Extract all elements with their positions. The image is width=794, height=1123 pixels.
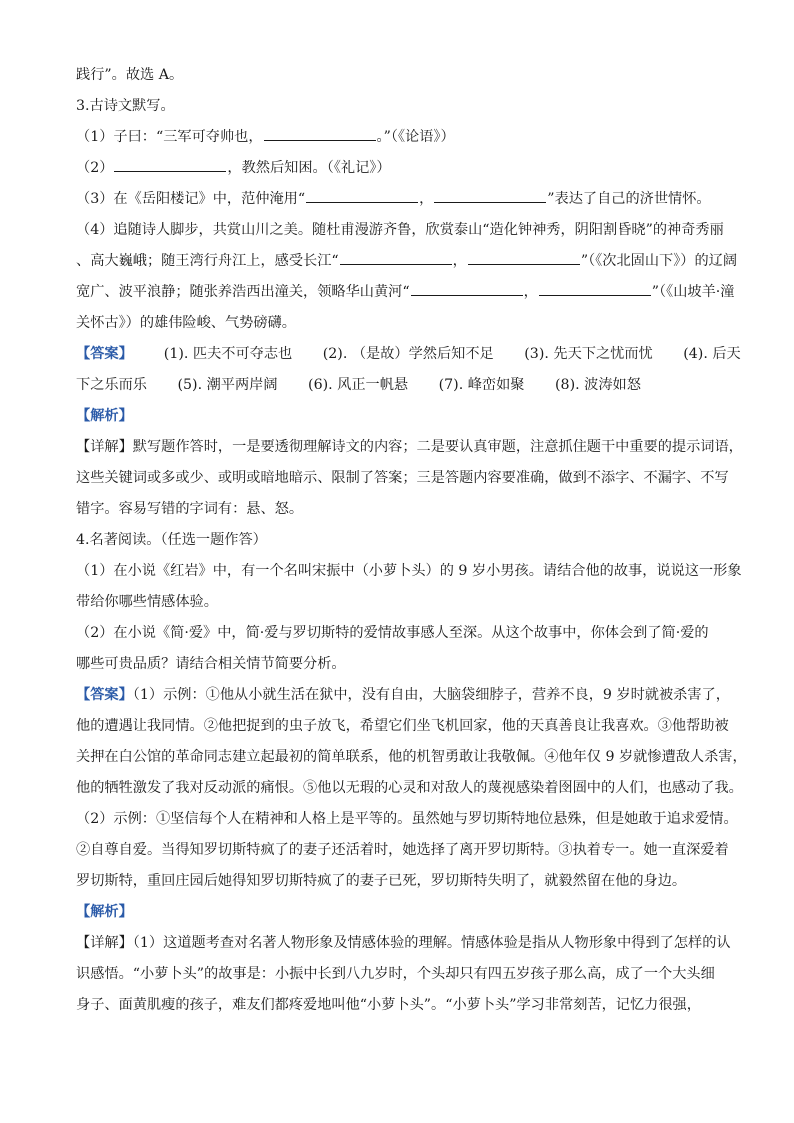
question-3-4-line: 宽广、波平浪静；随张养浩西出潼关，领略华山黄河“ ， ”（《山坡羊·潼	[76, 277, 718, 308]
analysis-4-line: 身子、面黄肌瘦的孩子，难友们都疼爱地叫他“小萝卜头”。“小萝卜头”学习非常刻苦，记忆力很强，	[76, 997, 701, 1013]
question-3-4-line: 关怀古》）的雄伟险峻、气势磅礴。	[76, 315, 296, 331]
answer-item: (1). 匹夫不可夺志也	[163, 346, 293, 362]
answer-item: (3). 先天下之忧而忧	[524, 346, 653, 362]
answer-tag: 【答案】	[76, 346, 133, 362]
question-3-title: 3.古诗文默写。	[76, 98, 175, 114]
question-4-title: 4.名著阅读。（任选一题作答）	[76, 532, 267, 548]
question-3-3: （3）在《岳阳楼记》中，范仲淹用“ ， ”表达了自己的济世情怀。	[76, 184, 718, 215]
analysis-4-line: 识感悟。“小萝卜头”的故事是：小振中长到八九岁时，个头却只有四五岁孩子那么高，成了一个大头细	[76, 966, 715, 982]
analysis-4-tag-line	[76, 897, 718, 928]
analysis-3-line: 错字。容易写错的字词有：悬、怒。	[76, 501, 304, 517]
answer-4-line: 关押在白公馆的革命同志建立起最初的简单联系，他的机智勇敢让我敬佩。④他年仅 9 岁就惨遭敌人杀害，	[76, 749, 747, 765]
answer-3-line	[76, 370, 718, 401]
answer-4-line: （2）示例：①坚信每个人在精神和人格上是平等的。虽然她与罗切斯特地位悬殊，但是她敢于追求爱情。	[76, 811, 738, 827]
fill-blank	[114, 157, 226, 172]
analysis-3-line: 【详解】默写题作答时，一是要透彻理解诗文的内容；二是要认真审题，注意抓住题干中重要的提示词语，	[76, 439, 743, 455]
answer-item: (8). 波涛如怒	[555, 377, 641, 393]
fill-blank	[264, 126, 376, 141]
question-3-4-line: 、高大巍峨；随王湾行舟江上，感受长江“ ， ”（《次北固山下》）的辽阔	[76, 246, 718, 277]
answer-tag: 【答案】	[76, 687, 133, 703]
question-3-1: （1）子曰：“三军可夺帅也， 。”（《论语》）	[76, 122, 718, 153]
fill-blank	[340, 250, 452, 265]
fill-blank	[411, 281, 523, 296]
answer-3-line	[76, 339, 741, 370]
detail-tag: 【详解】	[76, 439, 133, 455]
question-3-2: （2） ，教然后知困。（《礼记》）	[76, 153, 718, 184]
answer-4-line: 他的牺牲激发了我对反动派的痛恨。⑤他以无瑕的心灵和对敌人的蔑视感染着囹圄中的人们，也感动了我。	[76, 780, 743, 796]
answer-item: 下之乐而乐	[76, 377, 147, 393]
analysis-tag: 【解析】	[76, 408, 133, 424]
text-line: 践行”。故选 A。	[76, 67, 184, 83]
analysis-3-line: 这些关键词或多或少、或明或暗地暗示、限制了答案；三是答题内容要准确，做到不添字、不漏字、不写	[76, 470, 729, 486]
question-4-1-line: 带给你哪些情感体验。	[76, 594, 218, 610]
analysis-tag: 【解析】	[76, 904, 133, 920]
analysis-3-tag-line	[76, 401, 718, 432]
question-4-1-line: （1）在小说《红岩》中，有一个名叫宋振中（小萝卜头）的 9 岁小男孩。请结合他的故事，说说这一形象	[76, 563, 742, 579]
question-4-2-line: （2）在小说《简·爱》中，简·爱与罗切斯特的爱情故事感人至深。从这个故事中，你体会到了简·爱的	[76, 625, 709, 641]
question-3-4-line: （4）追随诗人脚步，共赏山川之美。随杜甫漫游齐鲁，欣赏泰山“造化钟神秀，阴阳割昏晓”的神奇秀丽	[76, 222, 724, 238]
fill-blank	[306, 188, 418, 203]
answer-item: (5). 潮平两岸阔	[177, 377, 278, 393]
analysis-4-line: 【详解】（1）这道题考查对名著人物形象及情感体验的理解。情感体验是指从人物形象中得到了怎样的认	[76, 935, 731, 951]
answer-4-line: ②自尊自爱。当得知罗切斯特疯了的妻子还活着时，她选择了离开罗切斯特。③执着专一。她一直深爱着	[76, 842, 729, 858]
answer-4-line: 罗切斯特，重回庄园后她得知罗切斯特疯了的妻子已死，罗切斯特失明了，就毅然留在他的身边。	[76, 873, 687, 889]
fill-blank	[434, 188, 546, 203]
answer-item: (7). 峰峦如聚	[438, 377, 525, 393]
detail-tag: 【详解】	[76, 935, 133, 951]
answer-item: (6). 风正一帆悬	[308, 377, 409, 393]
question-4-2-line: 哪些可贵品质？请结合相关情节简要分析。	[76, 656, 346, 672]
fill-blank	[539, 281, 651, 296]
fill-blank	[468, 250, 580, 265]
answer-4-line: 【答案】（1）示例：①他从小就生活在狱中，没有自由，大脑袋细脖子，营养不良，9 岁时就被杀害了，	[76, 687, 730, 703]
answer-item: (2). （是故）学然后知不足	[322, 346, 494, 362]
answer-item: (4). 后天	[683, 346, 741, 362]
answer-4-line: 他的遭遇让我同情。②他把捉到的虫子放飞，希望它们坐飞机回家，他的天真善良让我喜欢。③他帮助被	[76, 718, 729, 734]
